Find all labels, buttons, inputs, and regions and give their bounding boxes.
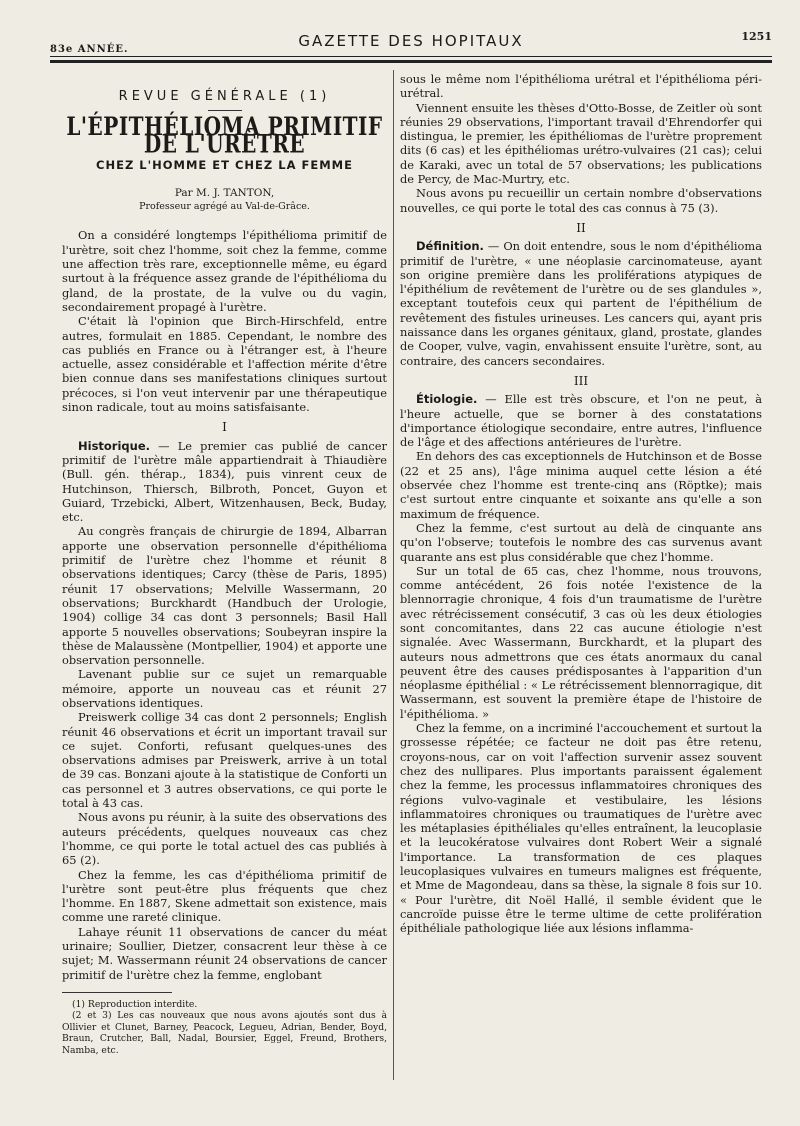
definition-paragraph	[400, 239, 762, 368]
intro-paragraph-1: On a considéré longtemps l'épithélioma primitif de l'urètre, soit chez l'homme, soit chez la femme, comme une affection très rare, exceptionnelle même, eu égard surtout à la fréquence assez grande de l'épithélioma du gland, de la prostate, de la vulve ou du vagin, secondairement propagé à l'urètre.	[62, 228, 387, 314]
rubric: REVUE GÉNÉRALE (1)	[118, 89, 331, 104]
footnote-rule	[62, 992, 172, 993]
etiologie-paragraph-3: Chez la femme, c'est surtout au delà de cinquante ans qu'on l'observe; toutefois le nombre des cas survenus avant quarante ans est plus considérable que chez l'homme.	[400, 520, 762, 564]
section-number-2: II	[576, 220, 586, 235]
footnote-1: (1) Reproduction interdite.	[72, 998, 198, 1010]
year-label: 83e ANNÉE.	[50, 44, 129, 55]
etiologie-paragraph-5: Chez la femme, on a incriminé l'accouchement et surtout la grossesse répétée; ce facteur ne doit pas être retenu, croyons-nous, car on voit l'affection survenir assez souvent chez des nullipares. Plus importants paraissent également chez la femme, les processus inflammatoires chroniques des régions vulvo-vaginale et vestibulaire, les lésions inflammatoires chroniques ou traumatiques de l'urètre avec les métaplasies épithéliales qu'elles entraînent, la leucoplasie et la leucokératose vulvaires dont Robert Weir a signalé l'importance. La transformation de ces plaques leucoplasiques vulvaires en tumeurs malignes est fréquente, et Mme de Magondeau, dans sa thèse, la signale 8 fois sur 10. « Pour l'urètre, dit Noël Hallé, il semble évident que le cancroïde puisse être le terme ultime de cette prolifération épithéliale pathologique liée aux lésions inflamma-	[400, 721, 762, 936]
author-byline: Par M. J. TANTON,	[174, 187, 275, 200]
etiologie-paragraph-1	[400, 392, 762, 449]
running-head	[50, 30, 772, 55]
historique-paragraph-4: Preiswerk collige 34 cas dont 2 personnels; English réunit 46 observations et écrit un important travail sur ce sujet. Conforti, refusant quelques-unes des observations admises par Preiswerk, arrive à un total de 39 cas. Bonzani ajoute à la statistique de Conforti un cas personnel et 3 autres observations, ce qui porte le total à 43 cas.	[62, 710, 387, 811]
historique-paragraph-2: Au congrès français de chirurgie de 1894, Albarran apporte une observation personnelle d'épithélioma primitif de l'urètre chez l'homme et réunit 8 observations identiques; Carcy (thèse de Paris, 1895) réunit 17 observations; Melville Wassermann, 20 observations; Burckhardt (Handbuch der Urologie, 1904) collige 34 cas dont 3 personnels; Basil Hall apporte 5 nouvelles observations; Soubeyran inspire la thèse de Malaussène (Montpellier, 1904) et apporte une observation personnelle.	[62, 524, 387, 668]
etiologie-paragraph-4: Sur un total de 65 cas, chez l'homme, nous trouvons, comme antécédent, 26 fois notée l'existence de la blennorragie chronique, 4 fois d'un traumatisme de l'urètre avec rétrécissement consécutif, 3 cas où les deux étiologies sont concomitantes, dans 22 cas aucune étiologie n'est signalée. Avec Wassermann, Burckhardt, et la plupart des auteurs nous admettrons que ces états anormaux du canal peuvent être des causes prédisposantes à l'apparition d'un néoplasme épithélial : « Le rétrécissement blennorragique, dit Wassermann, est souvent la première étape de l'histoire de l'épithélioma. »	[400, 563, 762, 721]
historique-text-1: — Le premier cas publié de cancer primitif de l'urètre mâle appartiendrait à Thiaudière (Bull. gén. thérap., 1834), puis vinrent ceux de Hutchinson, Thiersch, Bilbroth, Poncet, Guyon et Guiard, Trzebicki, Albert, Witzenhausen, Beck, Buday, etc.	[62, 438, 387, 525]
etiologie-paragraph-2: En dehors des cas exceptionnels de Hutchinson et de Bosse (22 et 25 ans), l'âge minima auquel cette lésion a été observée chez l'homme est trente-cinq ans (Röptke); mais c'est surtout entre cinquante et soixante ans qu'elle a son maximum de fréquence.	[400, 449, 762, 521]
header-rule-thin	[50, 56, 772, 57]
historique-paragraph-3: Lavenant publie sur ce sujet un remarquable mémoire, apporte un nouveau cas et réunit 27 observations identiques.	[62, 667, 387, 710]
continuation-paragraph: sous le même nom l'épithélioma urétral et l'épithélioma péri-urétral.	[400, 72, 762, 101]
section-number-1: I	[222, 420, 227, 435]
section-number-3: III	[573, 373, 589, 388]
article-title: L'ÉPITHÉLIOMA PRIMITIF DE L'URÈTRE	[66, 111, 383, 160]
intro-paragraph-2: C'était là l'opinion que Birch-Hirschfeld, entre autres, formulait en 1885. Cependant, le nombre des cas publiés en France ou à l'étranger est, à l'heure actuelle, assez considérable et l'affection mérite d'être bien connue dans ses manifestations cliniques surtout précoces, si l'on veut intervenir par une thérapeutique sinon radicale, tout au moins satisfaisante.	[62, 314, 387, 415]
right-paragraph-2: Viennent ensuite les thèses d'Otto-Bosse, de Zeitler où sont réunies 29 observations, l'important travail d'Ehrendorfer qui distingua, le premier, les épithéliomas de l'urètre proprement dits (6 cas) et les épithéliomas urétro-vulvaires (21 cas); celui de Karaki, avec un total de 57 observations; les publications de Percy, de Mac-Murtry, etc.	[400, 100, 762, 187]
header-rule-thick	[50, 60, 772, 63]
etiologie-text-1: — Elle est très obscure, et l'on ne peut, à l'heure actuelle, que se borner à des constatations d'importance étiologique secondaire, entre autres, l'influence de l'âge et des affections antérieures de l'urètre.	[400, 392, 762, 450]
column-divider	[393, 70, 394, 1080]
definition-text: — On doit entendre, sous le nom d'épithélioma primitif de l'urètre, « une néoplasie carcinomateuse, ayant son origine première dans les proliférations atypiques de l'épithélium de revêtement de l'urètre ou de ses glandules », exceptant toutefois ceux qui partent de l'épithélium de revêtement des fistules urineuses. Les cancers qui, ayant pris naissance dans les organes génitaux, gland, prostate, glandes de Cooper, vulve, vagin, envahissent ensuite l'urètre, sont, au contraire, des cancers secondaires.	[400, 239, 762, 368]
right-paragraph-3: Nous avons pu recueillir un certain nombre d'observations nouvelles, ce qui porte le total des cas connus à 75 (3).	[400, 186, 762, 215]
right-column	[400, 72, 762, 936]
left-column	[62, 72, 387, 1056]
etiologie-heading: Étiologie.	[416, 392, 478, 407]
page-number: 1251	[741, 30, 772, 43]
journal-title: GAZETTE DES HOPITAUX	[298, 32, 524, 50]
article-subtitle: CHEZ L'HOMME ET CHEZ LA FEMME	[96, 157, 353, 172]
historique-heading: Historique.	[78, 438, 151, 453]
historique-paragraph-7: Lahaye réunit 11 observations de cancer du méat urinaire; Soullier, Dietzer, consacrent leur thèse à ce sujet; M. Wassermann réunit 24 observations de cancer primitif de l'urètre chez la femme, englobant	[62, 924, 387, 982]
author-role: Professeur agrégé au Val-de-Grâce.	[139, 201, 310, 213]
definition-heading: Définition.	[416, 239, 484, 254]
historique-paragraph-6: Chez la femme, les cas d'épithélioma primitif de l'urètre sont peut-être plus fréquents que chez l'homme. En 1887, Skene admettait son existence, mais comme une rareté clinique.	[62, 867, 387, 925]
historique-paragraph-1	[62, 439, 387, 525]
historique-paragraph-5: Nous avons pu réunir, à la suite des observations des auteurs précédents, quelques nouveaux cas chez l'homme, ce qui porte le total actuel des cas publiés à 65 (2).	[62, 810, 387, 868]
footnote-2: (2 et 3) Les cas nouveaux que nous avons ajoutés sont dus à Ollivier et Clunet, Barney, Peacock, Legueu, Adrian, Bender, Boyd, Braun, Crutcher, Ball, Nadal, Boursier, Eggel, Freund, Brothers, Namba, etc.	[62, 1010, 387, 1056]
